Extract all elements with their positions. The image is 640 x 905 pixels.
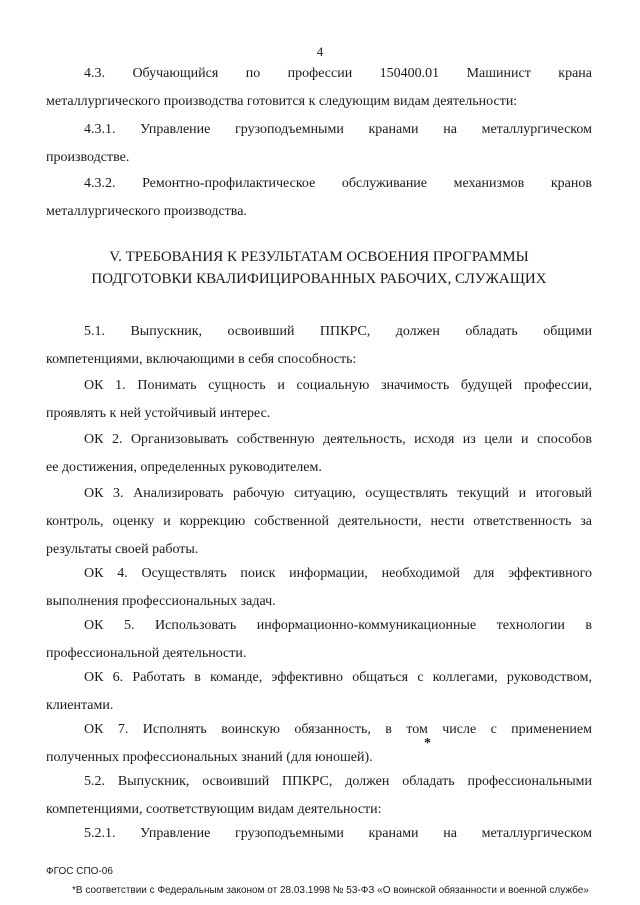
paragraph-line: металлургического производства готовится к следующим видам деятельности: [46, 94, 518, 109]
footer-document-code: ФГОС СПО-06 [46, 866, 113, 877]
paragraph [46, 116, 592, 172]
paragraph-line: ее достижения, определенных руководителем. [46, 460, 322, 475]
paragraph-line: ОК 7. Исполнять воинскую обязанность, в том числе с применением [84, 722, 592, 737]
paragraph [46, 664, 592, 720]
paragraph-line: ОК 5. Использовать информационно-коммуникационные технологии в [84, 618, 592, 633]
paragraph-line: 5.2.1. Управление грузоподъемными кранами на металлургическом [84, 826, 592, 841]
paragraph-line: выполнения профессиональных задач. [46, 594, 276, 609]
page-number: 4 [316, 44, 324, 59]
paragraph [46, 560, 592, 616]
paragraph-line: производстве. [46, 150, 130, 165]
footnote-marker: * [424, 736, 431, 751]
paragraph [46, 372, 592, 428]
footnote-text: *В соответствии с Федеральным законом от 28.03.1998 № 53-ФЗ «О воинской обязанности и военной службе» [72, 885, 589, 896]
heading-line-1: V. ТРЕБОВАНИЯ К РЕЗУЛЬТАТАМ ОСВОЕНИЯ ПРОГРАММЫ [109, 249, 529, 265]
paragraph-line: ОК 6. Работать в команде, эффективно общаться с коллегами, руководством, [84, 670, 592, 685]
paragraph [46, 170, 592, 226]
paragraph-line: ОК 3. Анализировать рабочую ситуацию, осуществлять текущий и итоговый [84, 486, 592, 501]
paragraph-line: контроль, оценку и коррекцию собственной деятельности, нести ответственность за [46, 514, 592, 529]
paragraph-line: клиентами. [46, 698, 114, 713]
paragraph [46, 318, 592, 374]
paragraph-line: металлургического производства. [46, 204, 247, 219]
paragraph-line: ОК 1. Понимать сущность и социальную значимость будущей профессии, [84, 378, 592, 393]
paragraph [46, 768, 592, 824]
paragraph [46, 612, 592, 668]
paragraph-line: проявлять к ней устойчивый интерес. [46, 406, 271, 421]
paragraph [46, 820, 592, 848]
paragraph-line: ОК 2. Организовывать собственную деятельность, исходя из цели и способов [84, 432, 592, 447]
paragraph [46, 716, 592, 772]
paragraph-line: результаты своей работы. [46, 542, 199, 557]
paragraph-line: профессиональной деятельности. [46, 646, 247, 661]
paragraph-line: ОК 4. Осуществлять поиск информации, необходимой для эффективного [84, 566, 592, 581]
paragraph-line: компетенциями, соответствующим видам деятельности: [46, 802, 382, 817]
paragraph [46, 60, 592, 116]
paragraph-line: 4.3.1. Управление грузоподъемными кранами на металлургическом [84, 122, 592, 137]
paragraph-line: 5.2. Выпускник, освоивший ППКРС, должен обладать профессиональными [84, 774, 592, 789]
paragraph [46, 426, 592, 482]
paragraph-line: 4.3. Обучающийся по профессии 150400.01 Машинист крана [84, 66, 592, 81]
paragraph-line: компетенциями, включающими в себя способность: [46, 352, 357, 367]
paragraph-line: 5.1. Выпускник, освоивший ППКРС, должен обладать общими [84, 324, 592, 339]
heading-line-2: ПОДГОТОВКИ КВАЛИФИЦИРОВАННЫХ РАБОЧИХ, СЛУЖАЩИХ [91, 271, 547, 287]
section-heading [46, 246, 592, 290]
paragraph-line: 4.3.2. Ремонтно-профилактическое обслуживание механизмов кранов [84, 176, 592, 191]
paragraph [46, 480, 592, 564]
paragraph-line: полученных профессиональных знаний (для юношей). [46, 750, 373, 765]
